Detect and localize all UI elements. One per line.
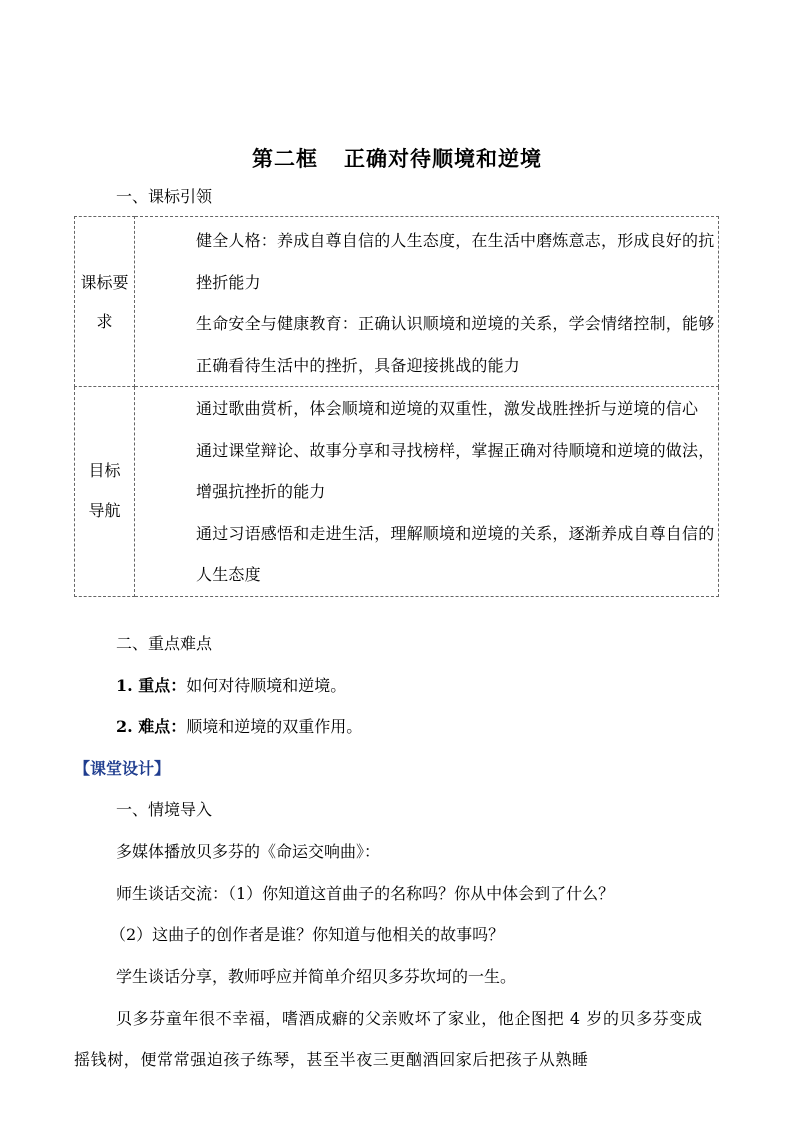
section-heading-2: 二、重点难点	[116, 634, 213, 653]
goals-content	[135, 387, 719, 597]
key-point-text: 如何对待顺境和逆境。	[186, 676, 347, 695]
title-part-2: 正确对待顺境和逆境	[344, 147, 542, 171]
difficult-point-label: 2. 难点：	[116, 717, 187, 736]
standards-content	[135, 217, 719, 387]
text-line: 师生谈话交流：（1）你知道这首曲子的名称吗？你从中体会到了什么？	[116, 884, 615, 903]
row-label-standards	[75, 217, 135, 387]
text-line: 学生谈话分享，教师呼应并简单介绍贝多芬坎坷的一生。	[116, 967, 517, 986]
key-point-label: 1. 重点：	[116, 676, 187, 695]
goals-line-1: 通过歌曲赏析，体会顺境和逆境的双重性，激发战胜挫折与逆境的信心	[196, 399, 699, 418]
curriculum-table	[74, 216, 719, 597]
text-line: （2）这曲子的创作者是谁？你知道与他相关的故事吗？	[110, 925, 505, 944]
difficult-point-text: 顺境和逆境的双重作用。	[186, 717, 363, 736]
title-part-1: 第二框	[252, 147, 318, 171]
row-label-text: 目标导航	[88, 461, 121, 521]
page-title	[0, 143, 794, 173]
goals-line-2: 通过课堂辩论、故事分享和寻找榜样，掌握正确对待顺境和逆境的做法，增强抗挫折的能力	[196, 440, 715, 501]
section-heading-3: 一、情境导入	[116, 800, 213, 819]
story-paragraph: 贝多芬童年很不幸福，嗜酒成癖的父亲败坏了家业，他企图把 4 岁的贝多芬变成摇钱树，便常常强迫孩子练琴，甚至半夜三更酗酒回家后把孩子从熟睡	[74, 1009, 703, 1069]
goals-line-3: 通过习语感悟和走进生活，理解顺境和逆境的关系，逐渐养成自尊自信的人生态度	[196, 523, 715, 584]
difficult-point	[116, 717, 362, 737]
section-heading-1: 一、课标引领	[116, 187, 213, 206]
text-line: 多媒体播放贝多芬的《命运交响曲》：	[116, 842, 381, 861]
table-row	[75, 387, 719, 597]
key-point	[116, 676, 346, 696]
table-row	[75, 217, 719, 387]
row-label-text: 课标要求	[80, 272, 129, 331]
row-label-goals	[75, 387, 135, 597]
classroom-design-heading: 【课堂设计】	[74, 759, 171, 778]
standards-line-2: 生命安全与健康教育：正确认识顺境和逆境的关系，学会情绪控制，能够正确看待生活中的挫折，具备迎接挑战的能力	[196, 314, 715, 375]
standards-line-1: 健全人格：养成自尊自信的人生态度，在生活中磨炼意志，形成良好的抗挫折能力	[196, 231, 715, 292]
